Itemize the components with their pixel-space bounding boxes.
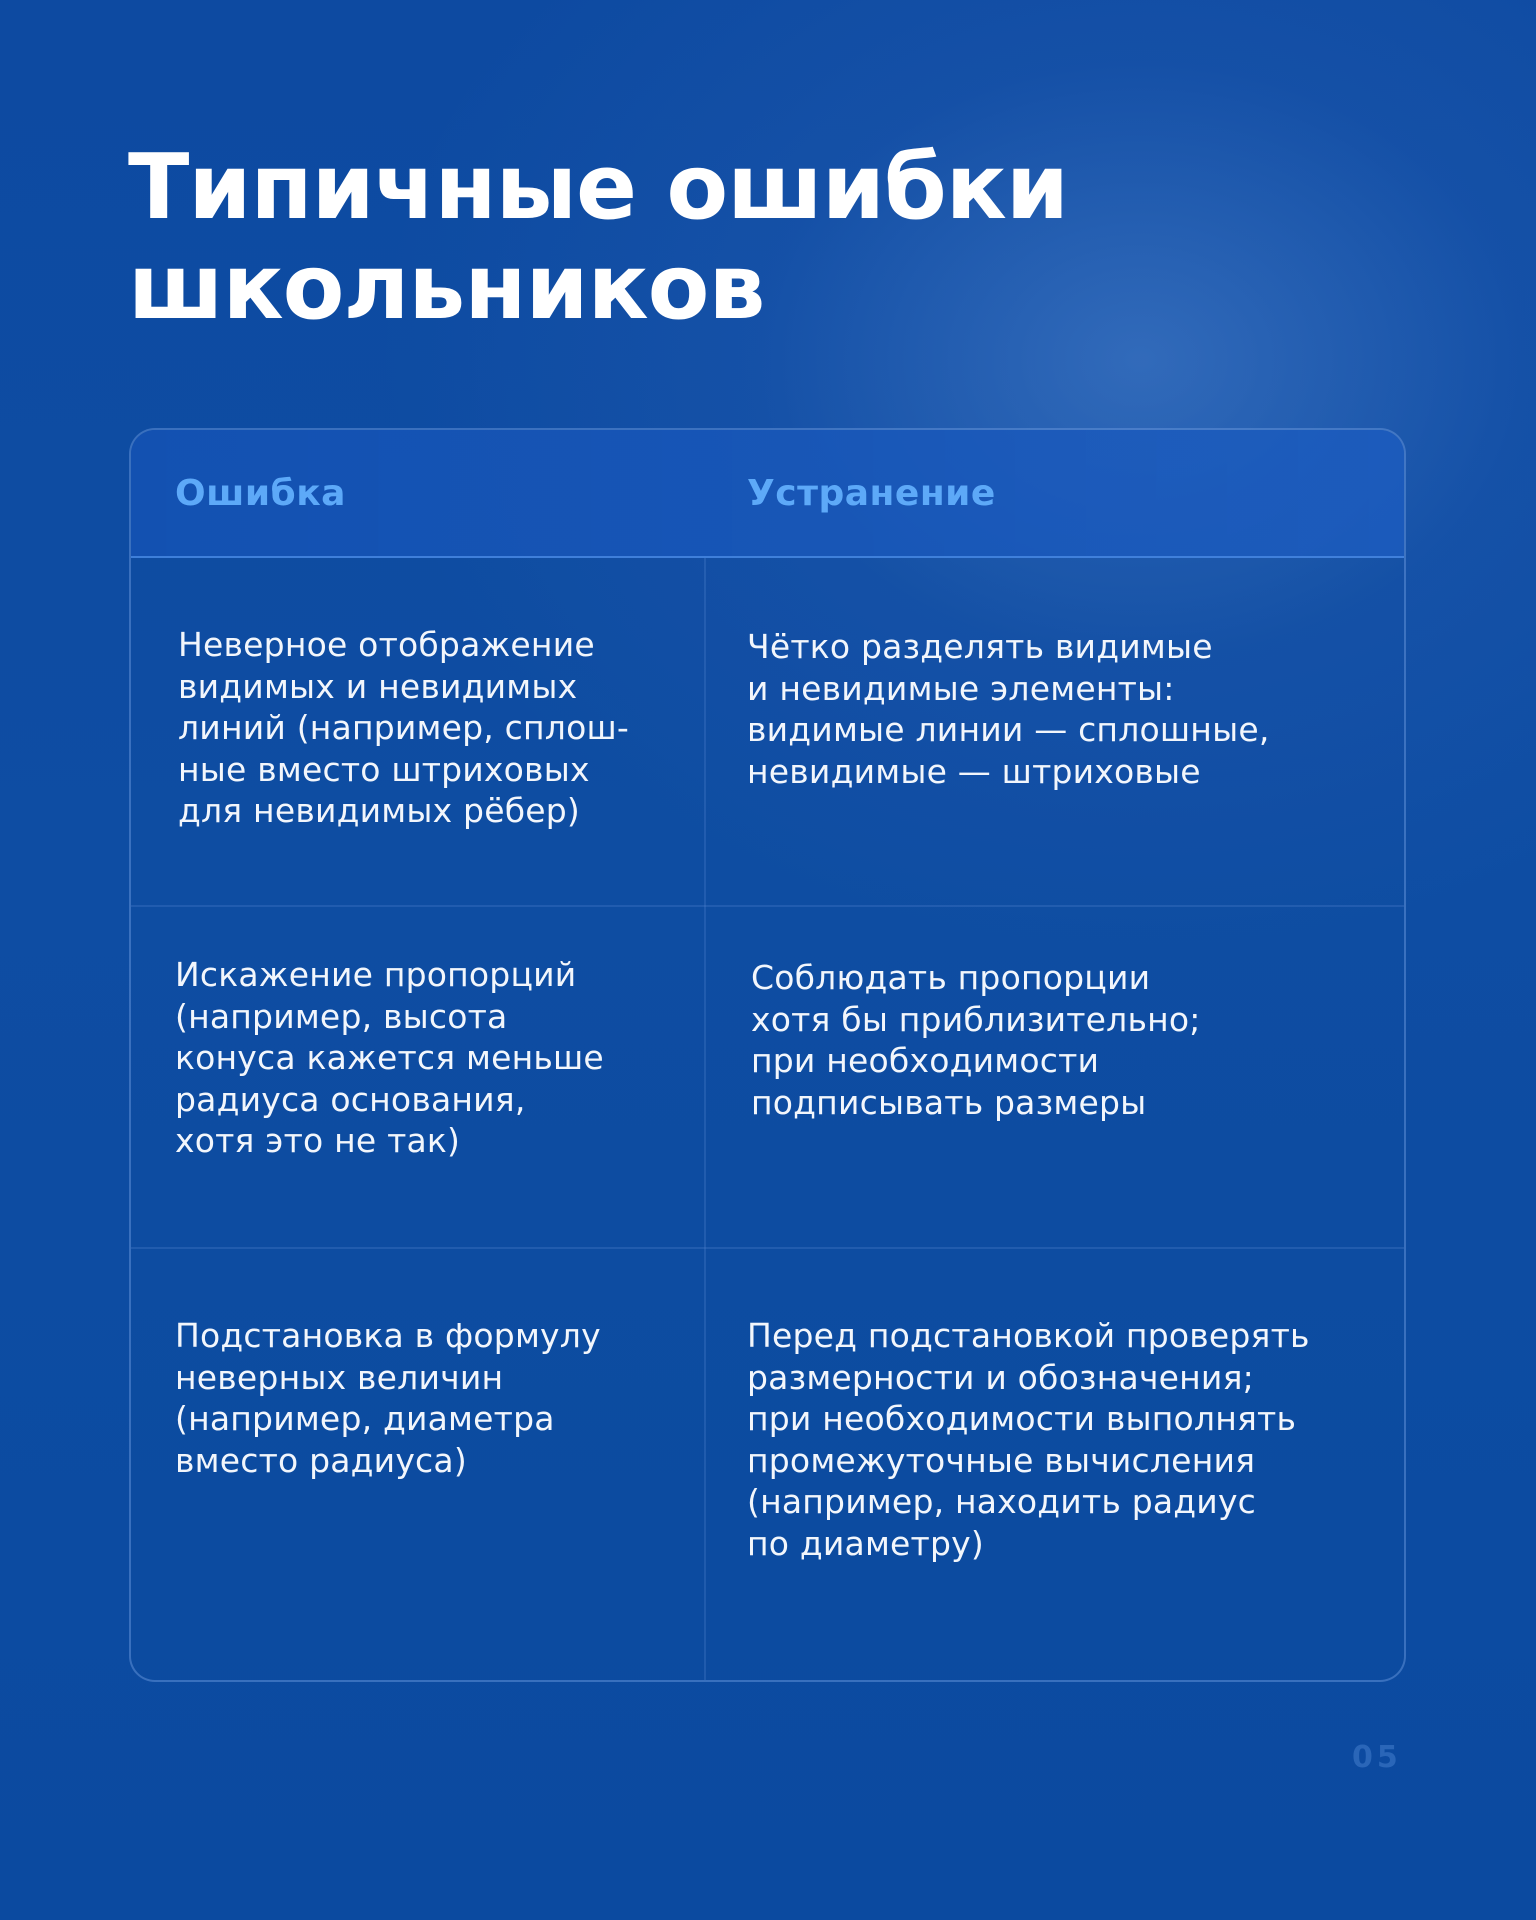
error-cell: Подстановка в формулу неверных величин (например, диаметра вместо радиуса) <box>175 1316 601 1480</box>
page-title <box>128 135 1128 340</box>
page-title-line-1: Типичные ошибки <box>128 135 1068 240</box>
header-error: Ошибка <box>175 473 346 514</box>
fix-cell: Чётко разделять видимые и невидимые элементы: видимые линии — сплошные, невидимые — штриховые <box>747 627 1270 791</box>
table-row <box>131 1249 1404 1682</box>
errors-table <box>129 428 1406 1682</box>
fix-cell: Соблюдать пропорции хотя бы приблизительно; при необходимости подписывать размеры <box>751 958 1201 1122</box>
header-fix: Устранение <box>747 473 996 514</box>
table-header <box>131 430 1404 558</box>
error-cell: Неверное отображение видимых и невидимых линий (например, сплош- ные вместо штриховых для невидимых рёбер) <box>178 625 629 830</box>
fix-cell: Перед подстановкой проверять размерности и обозначения; при необходимости выполнять промежуточные вычисления (например, находить радиус по диаметру) <box>747 1316 1310 1563</box>
page-title-line-2: школьников <box>128 235 765 340</box>
error-cell: Искажение пропорций (например, высота конуса кажется меньше радиуса основания, хотя это не так) <box>175 955 604 1160</box>
page-number: 05 <box>1352 1740 1402 1775</box>
table-row <box>131 907 1404 1249</box>
table-row <box>131 558 1404 907</box>
